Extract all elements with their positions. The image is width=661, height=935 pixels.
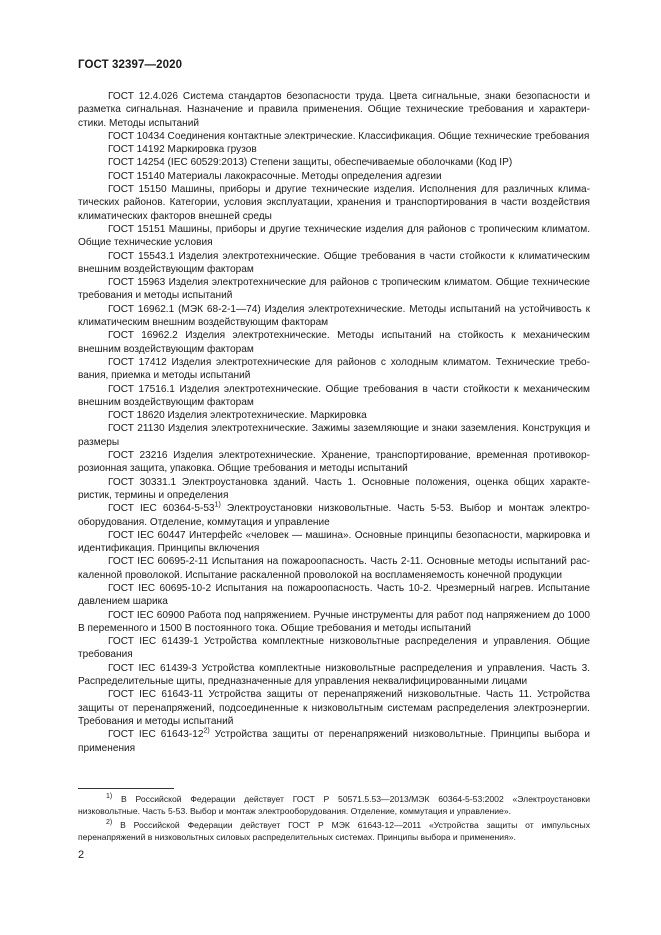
reference-text: ГОСТ IEC 60364-5-53 (108, 503, 215, 515)
reference-paragraph: ГОСТ IEC 60447 Интерфейс «человек — машина». Основные принципы безопасности, маркировка и идентификация. Принципы включения (78, 529, 590, 555)
footnote-marker: 2) (203, 727, 210, 735)
footnote (78, 794, 590, 817)
reference-text: Устройства защиты от перенапряжений низковольтные. Принципы выбора и применения (78, 729, 590, 754)
reference-paragraph: ГОСТ 18620 Изделия электротехнические. Маркировка (108, 410, 367, 422)
reference-text: ГОСТ IEC 61643-12 (108, 729, 204, 741)
reference-paragraph: ГОСТ 17516.1 Изделия электротехнические. Общие требования в части стойкости к механическим внешним воздействующим факторам (78, 383, 590, 408)
reference-paragraph: ГОСТ 17412 Изделия электротехнические для районов с холодным климатом. Технические требования, приемка и методы испытаний (78, 356, 590, 382)
reference-paragraph: ГОСТ 15150 Машины, приборы и другие технические изделия. Исполнения для различных климатических районов. Категории, условия эксплуатации, хранения и транспортирования в части воздействия климатических факторов внешней среды (78, 184, 590, 222)
footnote-marker: 1) (214, 501, 221, 509)
footnote-text: В Российской Федерации действует ГОСТ Р 50571.5.53—2013/МЭК 60364-5-53:2002 «Электроустановки низковольтные. Часть 5-53. Выбор и монтаж электрооборудования. Отделение, коммутация и управление». (78, 794, 590, 816)
footnotes (78, 794, 590, 846)
reference-paragraph: ГОСТ IEC 60900 Работа под напряжением. Ручные инструменты для работ под напряжением до 1000 В переменного и 1500 В постоянного тока. Общие требования и методы испытаний (78, 609, 590, 634)
footnote-number: 1) (106, 793, 113, 801)
reference-paragraph: ГОСТ 23216 Изделия электротехнические. Хранение, транспортирование, временная противокоррозионная защита, упаковка. Общие требования и методы испытаний (78, 450, 590, 475)
reference-paragraph: ГОСТ IEC 61439-3 Устройства комплектные низковольтные распределения и управления. Часть 3. Распределительные щиты, предназначенные для управления неквалифицированными лицами (78, 662, 590, 688)
reference-paragraph: ГОСТ IEC 60695-2-11 Испытания на пожароопасность. Часть 2-11. Основные методы испытаний раскаленной проволокой. Испытание раскаленной проволокой на воспламеняемость конечной продукции (78, 556, 590, 581)
document-header: ГОСТ 32397—2020 (78, 59, 183, 71)
reference-paragraph: ГОСТ 14192 Маркировка грузов (108, 144, 257, 156)
reference-paragraph: ГОСТ IEC 60695-10-2 Испытания на пожароопасность. Часть 10-2. Чрезмерный нагрев. Испытание давлением шарика (78, 582, 590, 608)
reference-text: Электроустановки низковольтные. Часть 5-53. Выбор и монтаж электрооборудования. Отделение, коммутация и управление (78, 503, 590, 528)
reference-paragraph: ГОСТ 15140 Материалы лакокрасочные. Методы определения адгезии (108, 170, 442, 182)
reference-paragraph: ГОСТ IEC 61643-11 Устройства защиты от перенапряжений низковольтные. Часть 11. Устройства защиты от перенапряжений, подсоединенные к низковольтным системам распределения электроэнергии. Требования и методы испытаний (78, 689, 590, 727)
normative-references-list (78, 90, 590, 755)
footnote-number: 2) (106, 819, 113, 827)
reference-paragraph: ГОСТ IEC 61439-1 Устройства комплектные низковольтные распределения и управления. Общие требования (78, 636, 590, 661)
reference-paragraph: ГОСТ 15963 Изделия электротехнические для районов с тропическим климатом. Общие технические требования и методы испытаний (78, 277, 590, 302)
reference-paragraph: ГОСТ 16962.1 (МЭК 68-2-1—74) Изделия электротехнические. Методы испытаний на устойчивость к климатическим внешним воздействующим факторам (78, 303, 590, 329)
reference-paragraph: ГОСТ 16962.2 Изделия электротехнические. Методы испытаний на стойкость к механическим внешним воздействующим факторам (78, 330, 590, 355)
reference-paragraph: ГОСТ 12.4.026 Система стандартов безопасности труда. Цвета сигнальные, знаки безопасности и разметка сигнальная. Назначение и правила применения. Общие технические требования и характеристики. Методы испытаний (78, 91, 590, 129)
reference-paragraph: ГОСТ 10434 Соединения контактные электрические. Классификация. Общие технические требования (108, 130, 590, 142)
footnote (78, 820, 590, 843)
footnote-separator (78, 788, 174, 789)
footnote-text: В Российской Федерации действует ГОСТ Р МЭК 61643-12—2011 «Устройства защиты от импульсных перенапряжений в низковольтных силовых распределительных системах. Принципы выбора и применения». (78, 820, 590, 842)
reference-paragraph-with-footnote (78, 502, 590, 529)
reference-paragraph-with-footnote (78, 728, 590, 755)
reference-paragraph: ГОСТ 15151 Машины, приборы и другие технические изделия для районов с тропическим климатом. Общие технические условия (78, 223, 590, 249)
reference-paragraph: ГОСТ 15543.1 Изделия электротехнические. Общие требования в части стойкости к климатическим внешним воздействующим факторам (78, 250, 590, 275)
reference-paragraph: ГОСТ 21130 Изделия электротехнические. Зажимы заземляющие и знаки заземления. Конструкция и размеры (78, 423, 590, 448)
reference-paragraph: ГОСТ 30331.1 Электроустановка зданий. Часть 1. Основные положения, оценка общих характеристик, термины и определения (78, 476, 590, 501)
reference-paragraph: ГОСТ 14254 (IEC 60529:2013) Степени защиты, обеспечиваемые оболочками (Код IP) (108, 157, 513, 169)
page-number: 2 (78, 849, 85, 861)
